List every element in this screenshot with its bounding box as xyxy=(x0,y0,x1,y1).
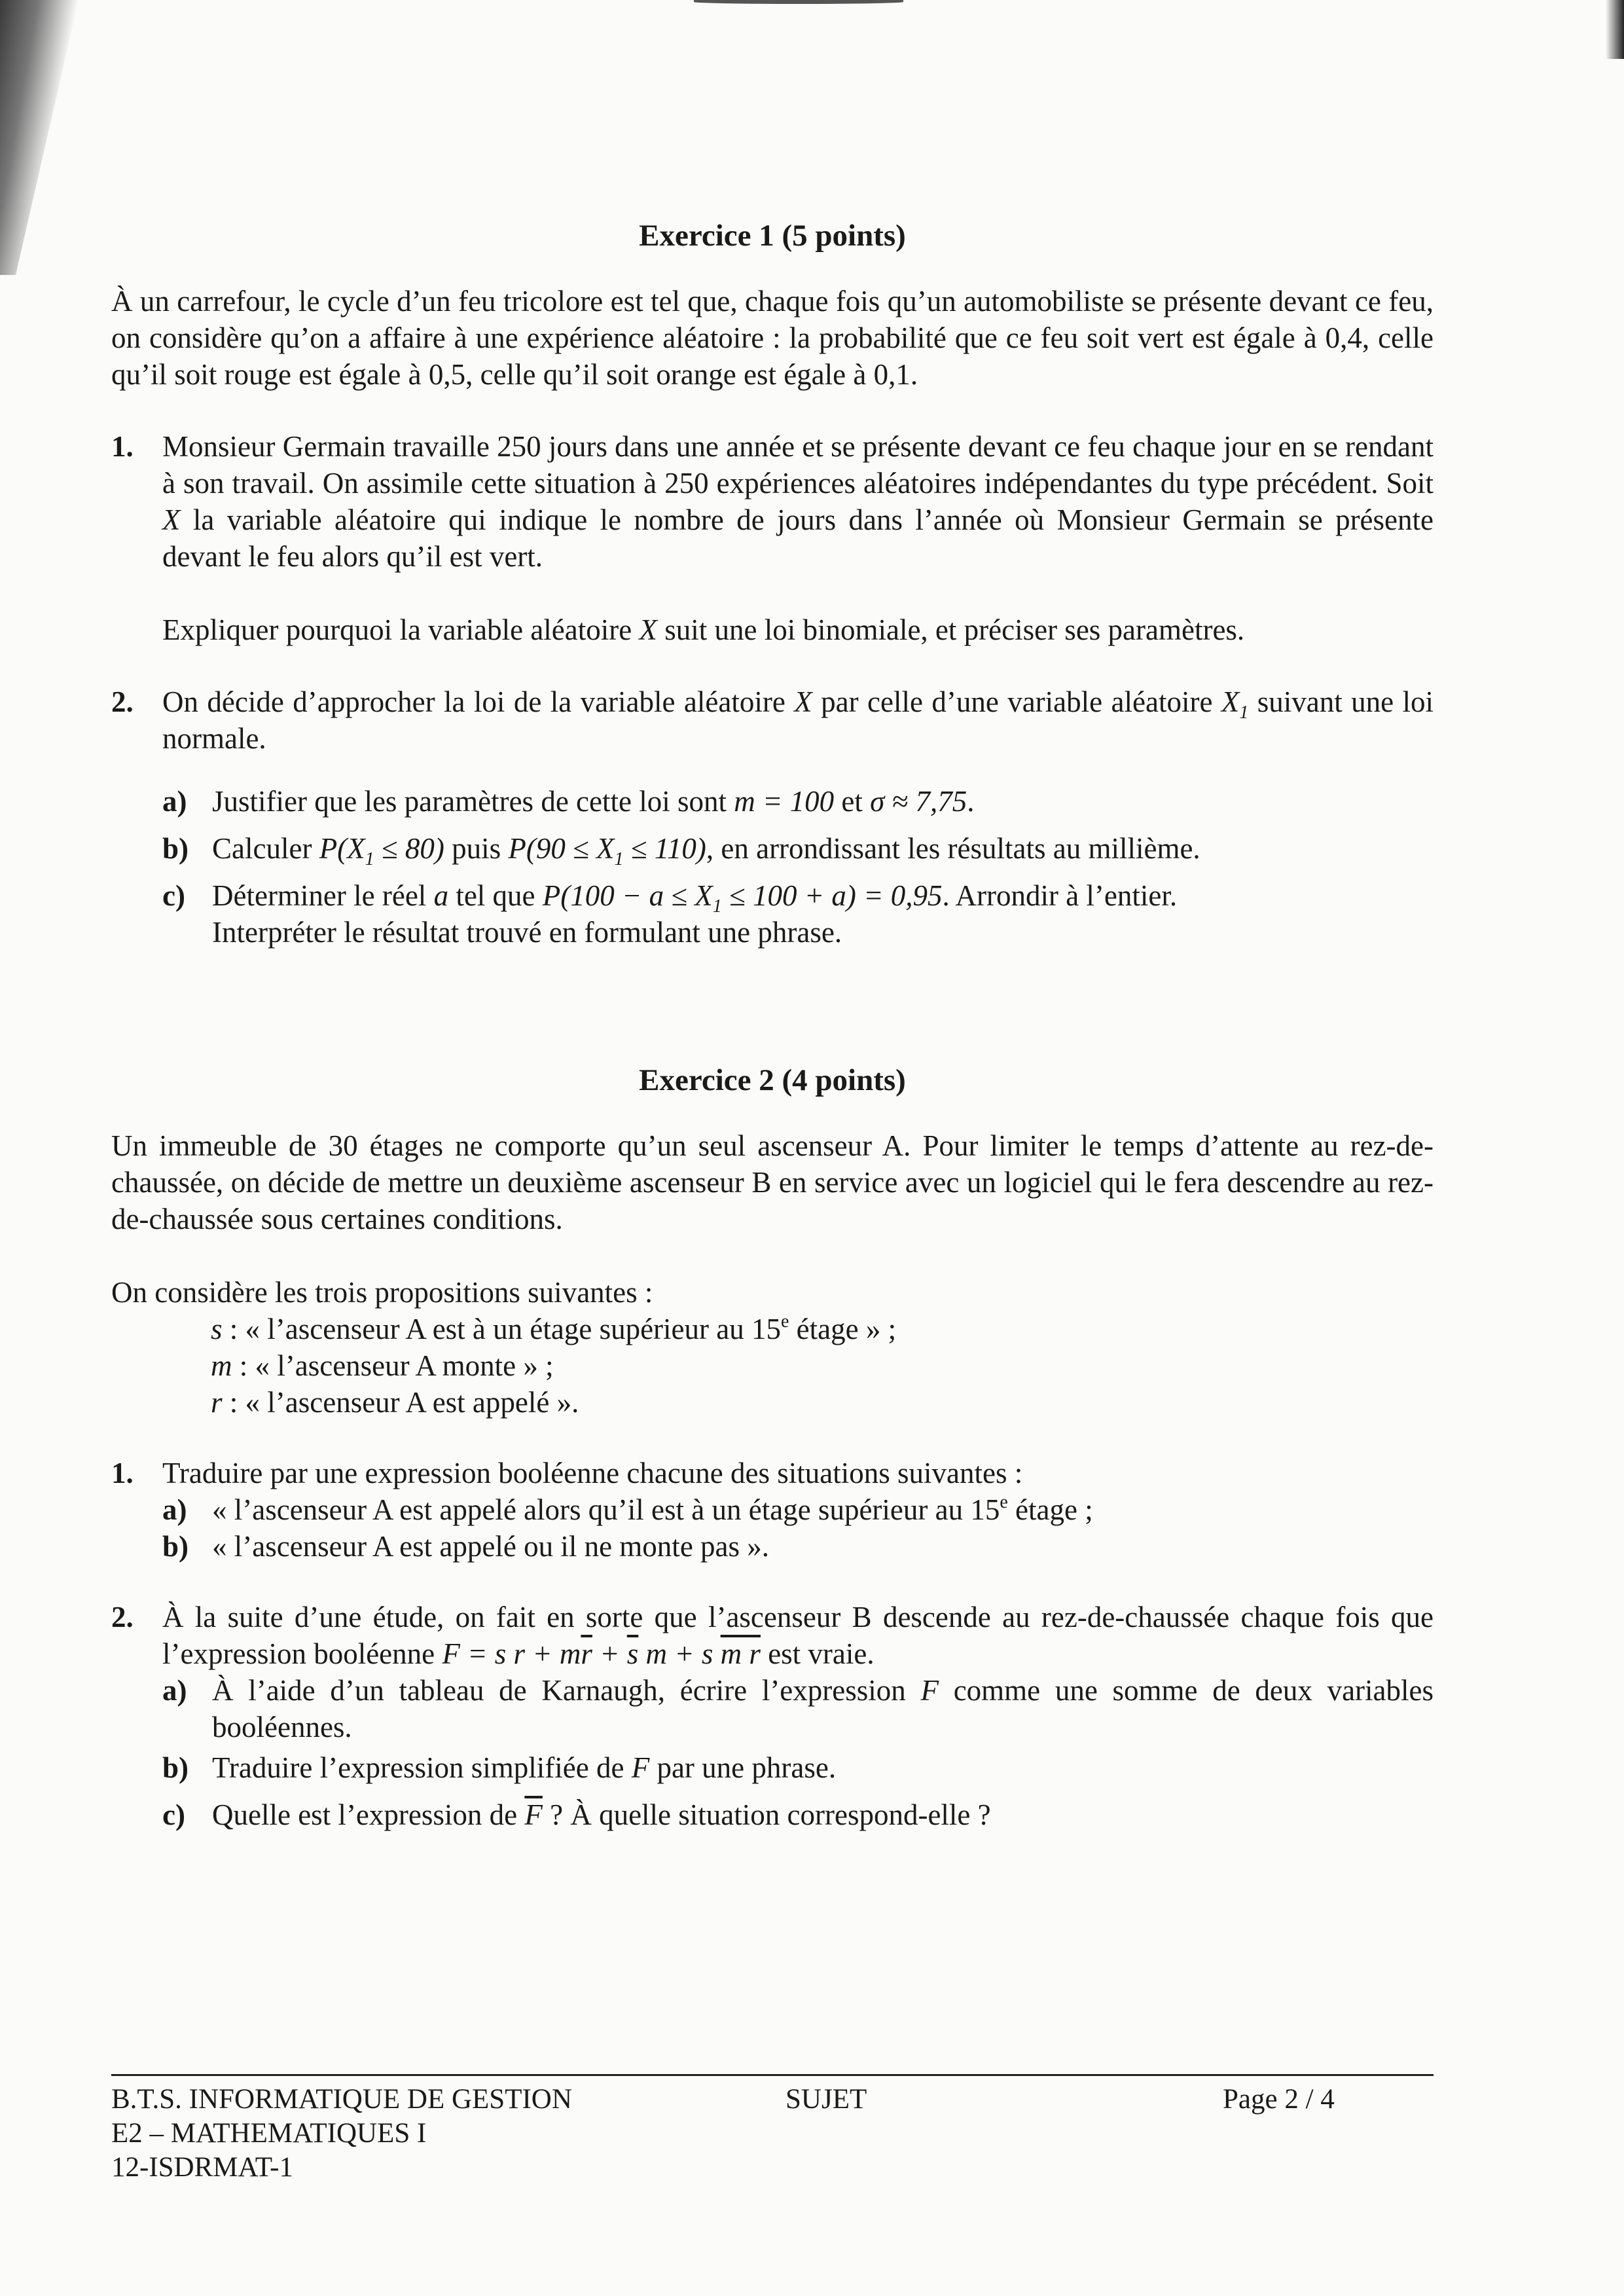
proposition-r xyxy=(111,1384,1434,1421)
sub-question-label: a) xyxy=(162,1674,187,1707)
exercise-1-intro: À un carrefour, le cycle d’un feu tricolore est tel que, chaque fois qu’un automobiliste se présente devant ce feu, on considère qu’on a affaire à une expérience aléatoire : la probabilité que ce feu soit vert est égale à 0,4, celle qu’il soit rouge est égale à 0,5, celle qu’il soit orange est égale à 0,1. xyxy=(111,285,1434,391)
q2a-text: Justifier que les paramètres de cette loi sont xyxy=(212,785,727,818)
footer-left xyxy=(111,2083,572,2185)
footer-code: 12-ISDRMAT-1 xyxy=(111,2152,293,2183)
exercise-1-q2-b xyxy=(111,830,1434,867)
math-subscript: 1 xyxy=(712,896,722,917)
exercise-1-title: Exercice 1 (5 points) xyxy=(639,219,906,253)
exercise-2-q2-c xyxy=(111,1796,1434,1833)
sub-question-label: b) xyxy=(162,832,189,865)
math-var-m: m xyxy=(211,1349,232,1382)
math-var-x: X xyxy=(639,613,657,646)
exercise-2-question-1 xyxy=(111,1455,1434,1491)
math-expr: ≤ 110) xyxy=(623,832,706,865)
math-expr: P(90 ≤ X xyxy=(508,832,615,865)
math-negation: m r xyxy=(720,1637,761,1670)
superscript: e xyxy=(780,1311,789,1332)
question-text xyxy=(162,428,1434,575)
q1-explain-part-1: Expliquer pourquoi la variable aléatoire xyxy=(162,613,632,646)
math-expr: P(X xyxy=(319,832,365,865)
math-var-x1 xyxy=(1221,685,1249,723)
math-var-f-negated: $\overline{F}$ xyxy=(524,1798,543,1831)
math-expr: ≤ 100 + a) = 0,95 xyxy=(721,879,943,912)
sub-question-label: b) xyxy=(162,1751,189,1784)
footer-course: B.T.S. INFORMATIQUE DE GESTION xyxy=(111,2084,572,2115)
q2a-end: comme une somme de deux variables booléennes. xyxy=(212,1674,1434,1743)
math-prob-2 xyxy=(508,832,706,869)
math-var-f: F xyxy=(920,1674,939,1707)
superscript: e xyxy=(1000,1492,1008,1512)
math-var-a: a xyxy=(433,879,449,912)
sub-question-label: b) xyxy=(162,1530,189,1563)
q1-explain-part-2: suit une loi binomiale, et préciser ses paramètres. xyxy=(664,613,1245,646)
q1-text-part-1: Monsieur Germain travaille 250 jours dans une année et se présente devant ce feu chaque jour en se rendant à son travail. On assimile cette situation à 250 expériences aléatoires indépendantes du type précédent. Soit xyxy=(162,430,1434,500)
q2b-end: par une phrase. xyxy=(657,1751,837,1784)
math-prob-3 xyxy=(542,879,943,917)
scan-shadow-right xyxy=(1606,0,1624,59)
math-expr: P(100 − a ≤ X xyxy=(542,879,713,912)
footer-center-label: SUJET xyxy=(785,2084,867,2115)
question-text xyxy=(162,683,1434,757)
prop-r-text: : « l’ascenseur A est appelé ». xyxy=(222,1386,579,1419)
q2b-text: Calculer xyxy=(212,832,312,865)
q2a-paragraph xyxy=(212,1672,1434,1745)
q2-text: À la suite d’une étude, on fait en sorte que l’ascenseur B descende au rez-de-chaussée chaque fois que l’expression booléenne xyxy=(162,1601,1434,1670)
exam-page xyxy=(111,216,1434,1833)
q2-text-part-3: suivant une loi normale. xyxy=(162,685,1434,755)
question-number: 1. xyxy=(111,1457,134,1489)
math-var-s: s xyxy=(211,1313,223,1345)
math-expr: m + s xyxy=(638,1637,721,1670)
exercise-2-question-2 xyxy=(111,1599,1434,1672)
q2b-end: , en arrondissant les résultats au millième. xyxy=(706,832,1200,865)
q2b-text: Traduire l’expression simplifiée de xyxy=(212,1751,624,1784)
q2-text-part-1: On décide d’approcher la loi de la variable aléatoire xyxy=(162,685,785,718)
proposition-m xyxy=(111,1347,1434,1384)
question-text: Traduire par une expression booléenne chacune des situations suivantes : xyxy=(162,1457,1023,1489)
math-var-f: F xyxy=(631,1751,650,1784)
scan-shadow-left xyxy=(0,0,79,275)
q2c-text: Quelle est l’expression de xyxy=(212,1798,518,1831)
q1a-end: étage ; xyxy=(1007,1493,1093,1526)
sub-question-label: a) xyxy=(162,785,187,818)
math-var-r: r xyxy=(211,1386,223,1419)
math-subscript: 1 xyxy=(365,849,374,869)
question-number: 2. xyxy=(111,685,134,718)
q2a-text: À l’aide d’un tableau de Karnaugh, écrire l’expression xyxy=(212,1674,906,1707)
exercise-2-title: Exercice 2 (4 points) xyxy=(639,1063,906,1097)
q2c-line-2: Interpréter le résultat trouvé en formulant une phrase. xyxy=(212,916,842,949)
q1b-text: « l’ascenseur A est appelé ou il ne monte pas ». xyxy=(212,1530,770,1563)
exercise-1-q2-a xyxy=(111,783,1434,820)
exercise-2-q2-a xyxy=(111,1672,1434,1745)
q2-end: est vraie. xyxy=(768,1637,875,1670)
exercise-1-question-1 xyxy=(111,428,1434,648)
exercise-2-q2-b xyxy=(111,1749,1434,1786)
math-m-value: m = 100 xyxy=(734,785,835,818)
math-prob-1 xyxy=(319,832,444,869)
sub-question-label: c) xyxy=(162,1798,185,1831)
math-subscript: 1 xyxy=(614,849,624,869)
math-negation: $\overline{r}$ xyxy=(581,1637,592,1670)
boolean-expression-f xyxy=(442,1637,761,1670)
math-var-x: X xyxy=(162,503,181,536)
q2-text-part-2: par celle d’une variable aléatoire xyxy=(821,685,1213,718)
question-number: 1. xyxy=(111,430,134,463)
exercise-2-q1-a xyxy=(111,1491,1434,1528)
sub-question-label: c) xyxy=(162,879,185,912)
q2a-end: . xyxy=(967,785,975,818)
exercise-1-q2-c xyxy=(111,877,1434,951)
q2c-text-2: tel que xyxy=(456,879,535,912)
math-expr: ≤ 80) xyxy=(374,832,444,865)
propositions-intro: On considère les trois propositions suivantes : xyxy=(111,1276,653,1309)
page-number: Page 2 / 4 xyxy=(1223,2084,1335,2115)
page-footer xyxy=(111,2074,1434,2183)
question-text xyxy=(162,1599,1434,1672)
prop-s-text: : « l’ascenseur A est à un étage supérieur au 15 xyxy=(222,1313,781,1345)
math-sigma-value: σ ≈ 7,75 xyxy=(870,785,967,818)
q2c-text: Déterminer le réel xyxy=(212,879,427,912)
math-expr: F = s r + m xyxy=(442,1637,581,1670)
q2a-conj: et xyxy=(841,785,863,818)
exercise-2-intro: Un immeuble de 30 étages ne comporte qu’un seul ascenseur A. Pour limiter le temps d’attente au rez-de-chaussée, on décide de mettre un deuxième ascenseur B en service avec un logiciel qui le fera descendre au rez-de-chaussée sous certaines conditions. xyxy=(111,1129,1434,1235)
q2c-end: ? À quelle situation correspond-elle ? xyxy=(550,1798,991,1831)
q1a-text: « l’ascenseur A est appelé alors qu’il est à un étage supérieur au 15 xyxy=(212,1493,1000,1526)
q1-text-part-2: la variable aléatoire qui indique le nombre de jours dans l’année où Monsieur Germain se présente devant le feu alors qu’il est vert. xyxy=(162,503,1434,573)
math-var-x: X xyxy=(794,685,812,718)
exercise-2-q1-b xyxy=(111,1528,1434,1565)
q2c-end: . Arrondir à l’entier. xyxy=(942,879,1178,912)
math-negation: $\overline{s}$ xyxy=(626,1637,639,1670)
math-x: X xyxy=(1221,685,1240,718)
prop-s-end: étage » ; xyxy=(789,1313,897,1345)
exercise-1-question-2 xyxy=(111,683,1434,757)
scan-mark-top xyxy=(694,0,903,4)
math-expr: + xyxy=(592,1637,627,1670)
proposition-s xyxy=(111,1311,1434,1347)
q1-explain xyxy=(162,611,1434,648)
prop-m-text: : « l’ascenseur A monte » ; xyxy=(232,1349,554,1382)
footer-subject: E2 – MATHEMATIQUES I xyxy=(111,2118,427,2149)
question-number: 2. xyxy=(111,1601,134,1633)
math-subscript: 1 xyxy=(1239,702,1249,723)
q2b-conj: puis xyxy=(452,832,501,865)
sub-question-label: a) xyxy=(162,1493,187,1526)
